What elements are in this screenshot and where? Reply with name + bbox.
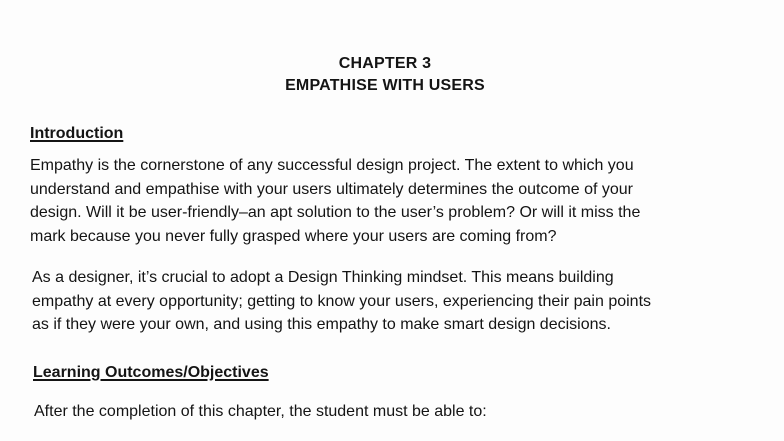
section-heading-learning-outcomes: Learning Outcomes/Objectives (33, 364, 269, 381)
text-line: Empathy is the cornerstone of any successful design project. The extent to which you (30, 157, 634, 174)
learning-outcomes-paragraph (34, 400, 487, 424)
introduction-paragraph-2 (32, 266, 651, 337)
text-line: As a designer, it’s crucial to adopt a Design Thinking mindset. This means building (32, 269, 614, 286)
text-line: empathy at every opportunity; getting to know your users, experiencing their pain points (32, 292, 652, 310)
chapter-title: EMPATHISE WITH USERS (285, 77, 485, 94)
text-line: understand and empathise with your users ultimately determines the outcome of your (30, 180, 633, 198)
introduction-paragraph-1 (30, 154, 640, 248)
text-line: design. Will it be user-friendly–an apt solution to the user’s problem? Or will it miss the (30, 204, 641, 221)
text-line: as if they were your own, and using this empathy to make smart design decisions. (32, 316, 611, 333)
chapter-number: CHAPTER 3 (338, 55, 432, 72)
text-line: mark because you never fully grasped where your users are coming from? (30, 227, 557, 245)
section-heading-introduction: Introduction (30, 125, 124, 142)
text-line: After the completion of this chapter, the student must be able to: (34, 403, 487, 420)
